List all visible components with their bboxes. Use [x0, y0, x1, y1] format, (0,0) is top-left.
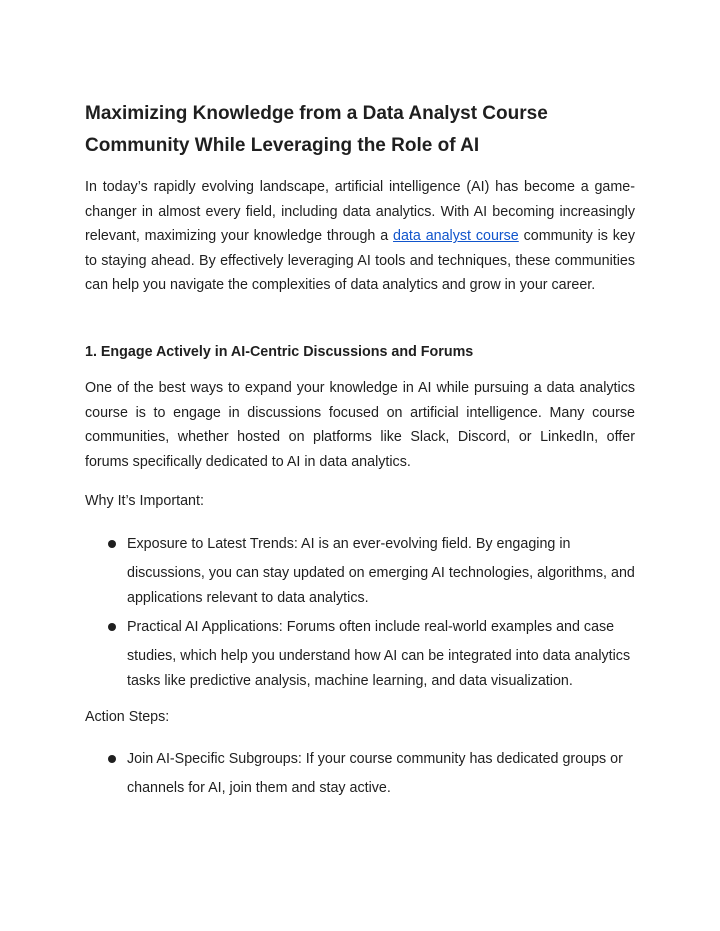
title-line-2: Community While Leveraging the Role of AI [85, 135, 480, 156]
bullet-icon [108, 755, 116, 763]
bullet-icon [108, 623, 116, 631]
intro-text-after-link: community is key to staying ahead. By effectively leveraging AI tools and techniques, these communities can help you navigate the complexities of data analytics and grow in your career. [85, 228, 635, 294]
list-item-first-line: Join AI-Specific Subgroups: If your course community has dedicated groups or [127, 751, 623, 767]
section-heading: 1. Engage Actively in AI-Centric Discussions and Forums [85, 344, 474, 360]
list-item [85, 533, 635, 610]
data-analyst-course-link[interactable]: data analyst course [393, 228, 519, 245]
list-item-continuation: discussions, you can stay updated on emerging AI technologies, algorithms, and applications relevant to data analytics. [127, 565, 635, 606]
list-item [85, 748, 635, 801]
list-item-first-line: Exposure to Latest Trends: AI is an ever-evolving field. By engaging in [127, 536, 571, 552]
list-item [85, 616, 635, 693]
why-important-label: Why It’s Important: [85, 493, 204, 509]
title-line-1: Maximizing Knowledge from a Data Analyst Course [85, 103, 548, 124]
section-paragraph: One of the best ways to expand your knowledge in AI while pursuing a data analytics course is to engage in discussions focused on artificial intelligence. Many course communities, whether hosted on platforms like Slack, Discord, or LinkedIn, offer forums specifically dedicated to AI in data analytics. [85, 380, 635, 470]
why-important-list [85, 533, 635, 693]
list-item-continuation: studies, which help you understand how AI can be integrated into data analytics tasks like predictive analysis, machine learning, and data visualization. [127, 648, 631, 689]
list-item-first-line: Practical AI Applications: Forums often include real-world examples and case [127, 619, 615, 636]
intro-text-before-link: In today’s rapidly evolving landscape, artificial intelligence (AI) has become a game-changer in almost every field, including data analytics. With AI becoming increasingly relevant, maximizing your knowledge through a [85, 179, 635, 245]
bullet-icon [108, 540, 116, 548]
action-steps-list [85, 748, 635, 801]
list-item-continuation: channels for AI, join them and stay active. [127, 780, 391, 796]
document-title [85, 98, 635, 162]
action-steps-label: Action Steps: [85, 709, 170, 725]
intro-paragraph [85, 175, 635, 298]
